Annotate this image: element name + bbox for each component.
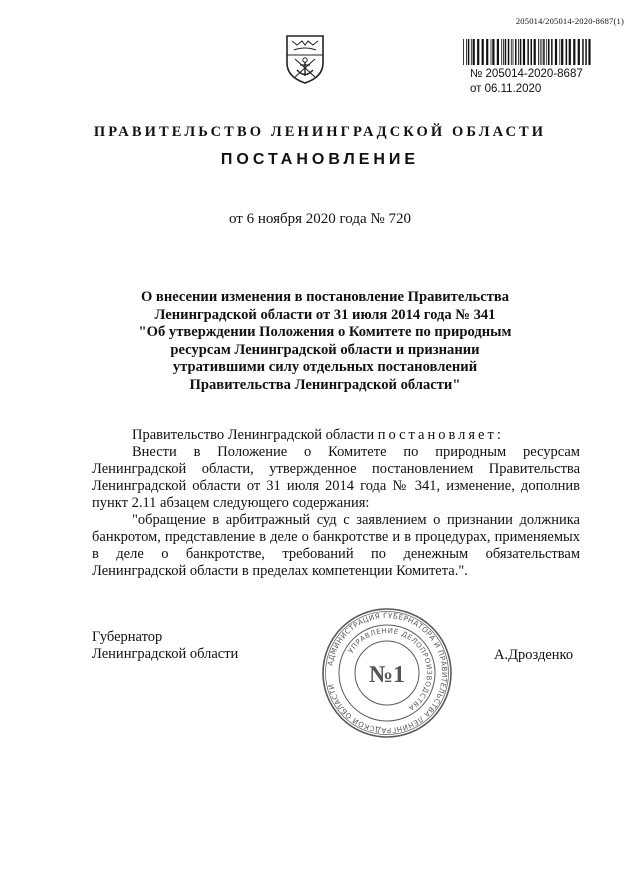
body-paragraph-2: "обращение в арбитражный суд с заявлением о признании должника банкротом, представление в деле о банкротстве и в процедурах, применяемых в деле о банкротстве, требований по денежным обязательствам Ленинградской области в пределах компетенции Комитета.". [92, 512, 580, 579]
title-line: О внесении изменения в постановление Правительства [140, 289, 510, 305]
stamp-inner-text: УПРАВЛЕНИЕ ДЕЛОПРОИЗВОДСТВА [346, 626, 434, 713]
body-paragraph-1: Внести в Положение о Комитете по природным ресурсам Ленинградской области, утвержденное постановлением Правительства Ленинградской области от 31 июля 2014 года № 341, изменение, дополнив пункт 2.11 абзацем следующего содержания: [92, 444, 580, 511]
intro-prefix: Правительство Ленинградской области [132, 427, 375, 443]
document-id: 205014/205014-2020-8687(1) [515, 16, 624, 26]
signer-position-line: Ленинградской области [92, 646, 239, 662]
official-stamp-icon [320, 606, 454, 740]
barcode-icon [462, 39, 592, 65]
title-line: "Об утверждении Положения о Комитете по природным [138, 324, 512, 340]
stamp-number: №1 [368, 662, 406, 688]
signer-position [92, 629, 238, 663]
organization-name: ПРАВИТЕЛЬСТВО ЛЕНИНГРАДСКОЙ ОБЛАСТИ [93, 124, 547, 140]
registration-date: от 06.11.2020 [470, 83, 542, 95]
signer-name: А.Дрозденко [494, 647, 574, 663]
title-line: ресурсам Ленинградской области и признании [170, 341, 480, 358]
stamp-outer-text: АДМИНИСТРАЦИЯ ГУБЕРНАТОРА И ПРАВИТЕЛЬСТВА ЛЕНИНГРАДСКОЙ ОБЛАСТИ [325, 610, 450, 736]
title-line: Ленинградской области от 31 июля 2014 года № 341 [154, 306, 496, 323]
document-date: от 6 ноября 2020 года № 720 [229, 211, 411, 227]
document-type: ПОСТАНОВЛЕНИЕ [220, 151, 420, 168]
registration-number: № 205014-2020-8687 [470, 68, 583, 80]
signer-position-line: Губернатор [92, 629, 163, 645]
document-title [120, 289, 530, 394]
body-intro [132, 427, 504, 444]
intro-verb: постановляет: [377, 427, 504, 443]
title-line: Правительства Ленинградской области" [189, 376, 461, 393]
coat-of-arms-icon [284, 33, 326, 85]
title-line: утратившими силу отдельных постановлений [172, 359, 478, 375]
